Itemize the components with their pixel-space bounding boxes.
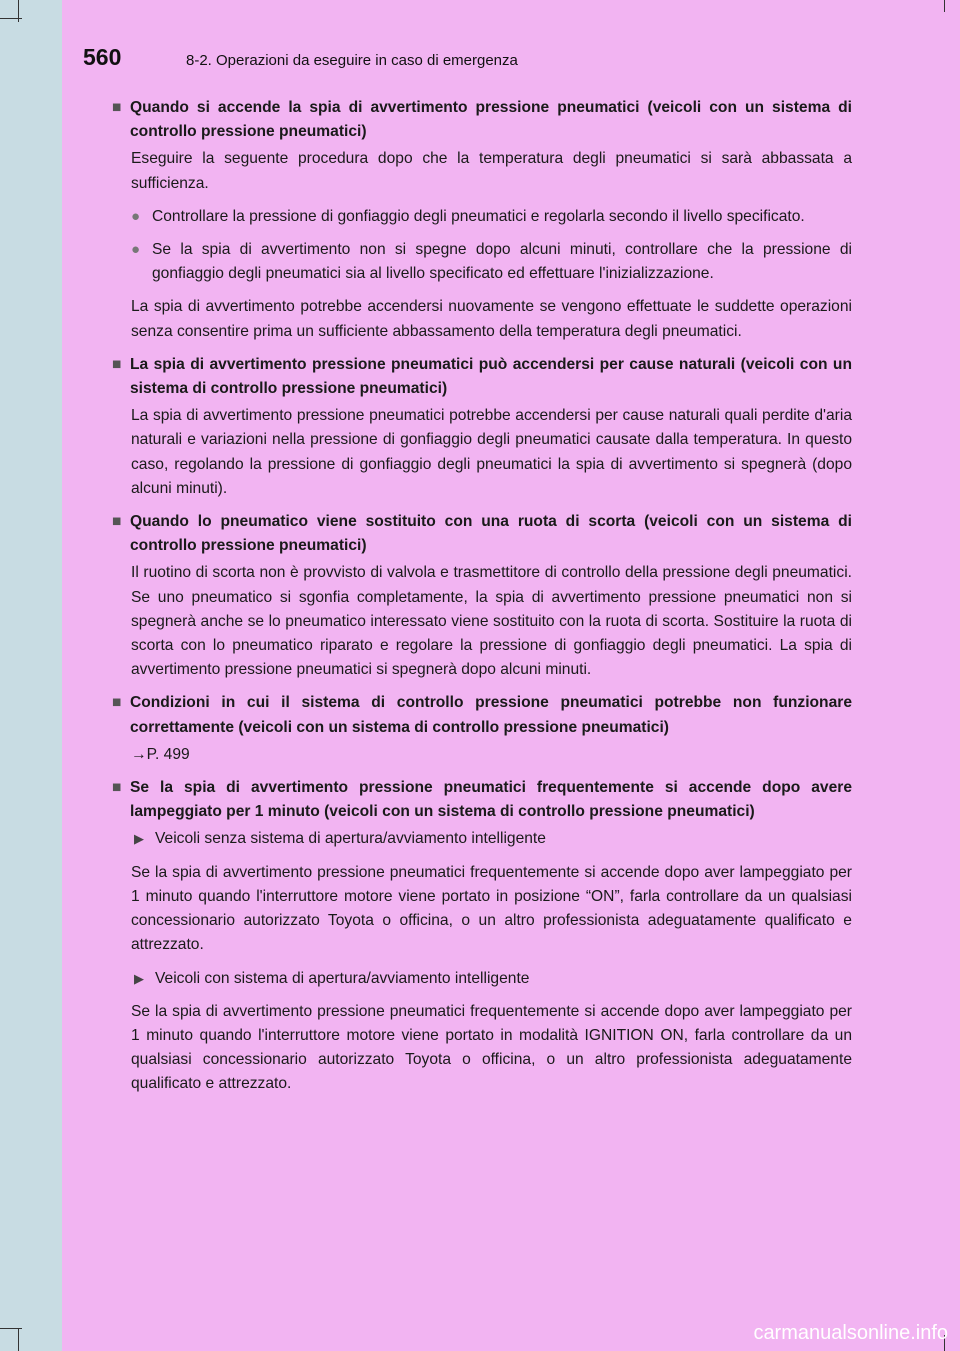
page-number: 560 <box>83 44 122 70</box>
circle-bullet-icon: ● <box>131 207 141 225</box>
section-heading <box>112 96 852 144</box>
sub-heading <box>131 827 852 851</box>
list-item-text: Controllare la pressione di gonfiaggio degli pneumatici e regolarla secondo il livello specificato. <box>152 207 805 225</box>
section-heading <box>112 776 852 824</box>
sub-heading <box>131 967 852 991</box>
section-title: 8-2. Operazioni da eseguire in caso di emergenza <box>186 52 518 69</box>
section-3 <box>112 510 852 682</box>
section-heading <box>112 510 852 558</box>
section-5 <box>112 776 852 1096</box>
paragraph: La spia di avvertimento potrebbe accendersi nuovamente se vengono effettuate le suddette operazioni senza consentire prima un sufficiente abbassamento della temperatura degli pneumatici. <box>131 298 852 340</box>
crop-mark <box>18 0 19 22</box>
square-bullet-icon: ■ <box>112 513 122 531</box>
square-bullet-icon: ■ <box>112 779 122 797</box>
heading-text: Se la spia di avvertimento pressione pneumatici frequentemente si accende dopo avere lampeggiato per 1 minuto (veicoli con un sistema di controllo pressione pneumatici) <box>130 779 852 821</box>
triangle-right-icon: ▶ <box>134 831 144 847</box>
square-bullet-icon: ■ <box>112 694 122 712</box>
main-content <box>112 96 852 1106</box>
list-item-text: Se la spia di avvertimento non si spegne dopo alcuni minuti, controllare che la pressione di gonfiaggio degli pneumatici sia al livello specificato ed effettuare l'inizializzazione. <box>152 241 852 283</box>
page-margin-strip <box>0 0 62 1351</box>
list-item <box>131 238 852 286</box>
paragraph: Il ruotino di scorta non è provvisto di valvola e trasmettitore di controllo della pressione degli pneumatici. Se uno pneumatico si sgonfia completamente, la spia di avvertimento pressione pneumatici non si spegnerà anche se lo pneumatico interessato viene sostituito con la ruota di scorta. Sostituire la ruota di scorta con lo pneumatico riparato e regolare la pressione di gonfiaggio degli pneumatici. La spia di avvertimento pressione pneumatici si spegnerà dopo alcuni minuti. <box>131 564 852 679</box>
section-2 <box>112 353 852 501</box>
heading-text: Condizioni in cui il sistema di controllo pressione pneumatici potrebbe non funzionare correttamente (veicoli con un sistema di controllo pressione pneumatici) <box>130 694 852 736</box>
heading-text: La spia di avvertimento pressione pneumatici può accendersi per cause naturali (veicoli con un sistema di controllo pressione pneumatici) <box>130 355 852 398</box>
crop-mark <box>944 0 945 12</box>
circle-bullet-icon: ● <box>131 241 141 259</box>
section-heading <box>112 353 852 401</box>
paragraph: Se la spia di avvertimento pressione pneumatici frequentemente si accende dopo aver lampeggiato per 1 minuto quando l'interruttore motore viene portato in posizione “ON”, farla controllare da un qualsiasi concessionario autorizzato Toyota o officina, o un altro professionista adeguatamente qualificato e attrezzato. <box>131 863 852 954</box>
crop-mark <box>18 1328 19 1351</box>
paragraph: Eseguire la seguente procedura dopo che la temperatura degli pneumatici si sarà abbassata a sufficienza. <box>131 150 852 192</box>
watermark: carmanualsonline.info <box>753 1322 948 1344</box>
square-bullet-icon: ■ <box>112 355 122 373</box>
triangle-right-icon: ▶ <box>134 970 144 986</box>
paragraph: Se la spia di avvertimento pressione pneumatici frequentemente si accende dopo aver lampeggiato per 1 minuto quando l'interruttore motore viene portato in modalità IGNITION ON, farla controllare da un qualsiasi concessionario autorizzato Toyota o officina, o un altro professionista adeguatamente qualificato e attrezzato. <box>131 1002 852 1093</box>
list-item <box>131 205 852 229</box>
section-4 <box>112 691 852 767</box>
heading-text: Quando si accende la spia di avvertimento pressione pneumatici (veicoli con un sistema di controllo pressione pneumatici) <box>130 99 852 141</box>
heading-text: Quando lo pneumatico viene sostituito con una ruota di scorta (veicoli con un sistema di controllo pressione pneumatici) <box>130 513 852 555</box>
paragraph: La spia di avvertimento pressione pneumatici potrebbe accendersi per cause naturali quali perdite d'aria naturali e variazioni nella pressione di gonfiaggio degli pneumatici causate dalla temperatura. In questo caso, regolando la pressione di gonfiaggio degli pneumatici la spia di avvertimento si spegnerà (dopo alcuni minuti). <box>131 407 852 497</box>
section-1 <box>112 96 852 344</box>
page-reference-link[interactable]: →P. 499 <box>131 745 190 763</box>
square-bullet-icon: ■ <box>112 99 122 116</box>
section-heading <box>112 691 852 739</box>
sub-heading-text: Veicoli con sistema di apertura/avviamento intelligente <box>155 969 530 987</box>
sub-heading-text: Veicoli senza sistema di apertura/avviamento intelligente <box>155 830 546 848</box>
